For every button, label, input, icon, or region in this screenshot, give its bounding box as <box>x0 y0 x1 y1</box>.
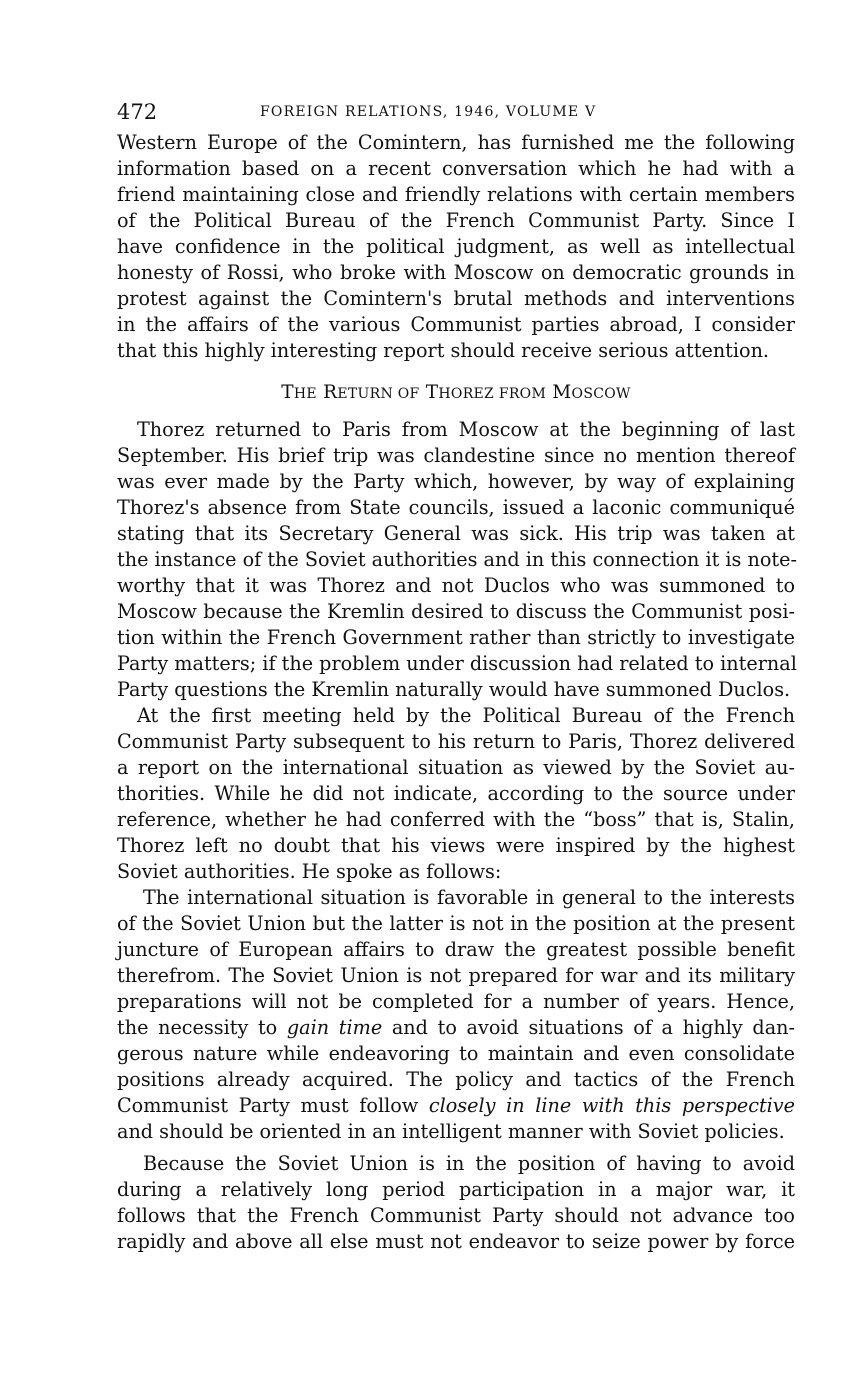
section-heading: THE RETURN OF THOREZ FROM MOSCOW <box>281 382 631 403</box>
text-line: honesty of Rossi, who broke with Moscow on democratic grounds in <box>117 261 795 284</box>
text-line: Because the Soviet Union is in the position of having to avoid <box>143 1152 795 1175</box>
paragraph-first-meeting <box>117 703 795 885</box>
text-line: preparations will not be completed for a number of years. Hence, <box>117 990 795 1013</box>
page-number: 472 <box>117 100 158 124</box>
paragraph-thorez-return <box>117 417 795 703</box>
text-line: Communist Party subsequent to his return to Paris, Thorez delivered <box>117 730 795 753</box>
text-line: thorities. While he did not indicate, according to the source under <box>117 782 795 805</box>
text-line: Thorez's absence from State councils, issued a laconic communiqué <box>117 496 795 519</box>
text-line: stating that its Secretary General was sick. His trip was taken at <box>117 522 795 545</box>
text-line: worthy that it was Thorez and not Duclos who was summoned to <box>117 574 795 597</box>
text-line: of the Political Bureau of the French Communist Party. Since I <box>117 209 795 232</box>
text-line: positions already acquired. The policy and tactics of the French <box>117 1068 795 1091</box>
text-line: Western Europe of the Comintern, has furnished me the following <box>117 131 795 154</box>
text-line: juncture of European affairs to draw the greatest possible benefit <box>117 938 795 961</box>
text-line: protest against the Comintern's brutal methods and interventions <box>117 287 795 310</box>
emphasis: gain time <box>286 1016 383 1039</box>
text-line: Thorez left no doubt that his views were inspired by the highest <box>117 834 795 857</box>
paragraph-intro <box>117 130 795 364</box>
text-line: of the Soviet Union but the latter is not in the position at the present <box>117 912 795 935</box>
text-line: Soviet authorities. He spoke as follows: <box>117 860 502 883</box>
text-line: the instance of the Soviet authorities and in this connection it is note- <box>117 548 797 571</box>
running-title: FOREIGN RELATIONS, 1946, VOLUME V <box>260 104 597 120</box>
text-line: Party questions the Kremlin naturally would have summoned Duclos. <box>117 678 791 701</box>
emphasis: closely in line with this perspective <box>428 1094 795 1117</box>
text-line: have confidence in the political judgment, as well as intellectual <box>117 235 795 258</box>
text-line: in the affairs of the various Communist parties abroad, I consider <box>117 313 795 336</box>
paragraph-soviet-avoid-war <box>117 1151 795 1255</box>
text-line: Party matters; if the problem under discussion had related to internal <box>117 652 797 675</box>
text-line: information based on a recent conversation which he had with a <box>117 157 795 180</box>
text-line: the necessity to gain time and to avoid situations of a highly dan- <box>117 1016 795 1039</box>
text-line: At the first meeting held by the Political Bureau of the French <box>137 704 795 727</box>
text-line: Communist Party must follow closely in line with this perspective <box>117 1094 795 1117</box>
text-line: and should be oriented in an intelligent manner with Soviet policies. <box>117 1120 785 1143</box>
text-line: gerous nature while endeavoring to maintain and even consolidate <box>117 1042 795 1065</box>
text-line: was ever made by the Party which, however, by way of explaining <box>117 470 795 493</box>
text-line: tion within the French Government rather than strictly to investigate <box>117 626 795 649</box>
text-line: rapidly and above all else must not endeavor to seize power by force <box>117 1230 795 1253</box>
text-line: that this highly interesting report should receive serious attention. <box>117 339 770 362</box>
text-line: reference, whether he had conferred with the “boss” that is, Stalin, <box>117 808 795 831</box>
text-line: follows that the French Communist Party should not advance too <box>117 1204 795 1227</box>
document-page <box>117 100 795 1255</box>
page-header <box>117 100 795 130</box>
text-line: Moscow because the Kremlin desired to discuss the Communist posi- <box>117 600 795 623</box>
text-line: friend maintaining close and friendly relations with certain members <box>117 183 795 206</box>
text-line: Thorez returned to Paris from Moscow at the beginning of last <box>137 418 795 441</box>
text-line: a report on the international situation as viewed by the Soviet au- <box>117 756 795 779</box>
text-line: during a relatively long period participation in a major war, it <box>117 1178 795 1201</box>
text-line: The international situation is favorable in general to the interests <box>143 886 795 909</box>
text-line: September. His brief trip was clandestine since no mention thereof <box>117 444 795 467</box>
paragraph-quoted-report <box>117 885 795 1145</box>
text-line: therefrom. The Soviet Union is not prepared for war and its military <box>117 964 795 987</box>
